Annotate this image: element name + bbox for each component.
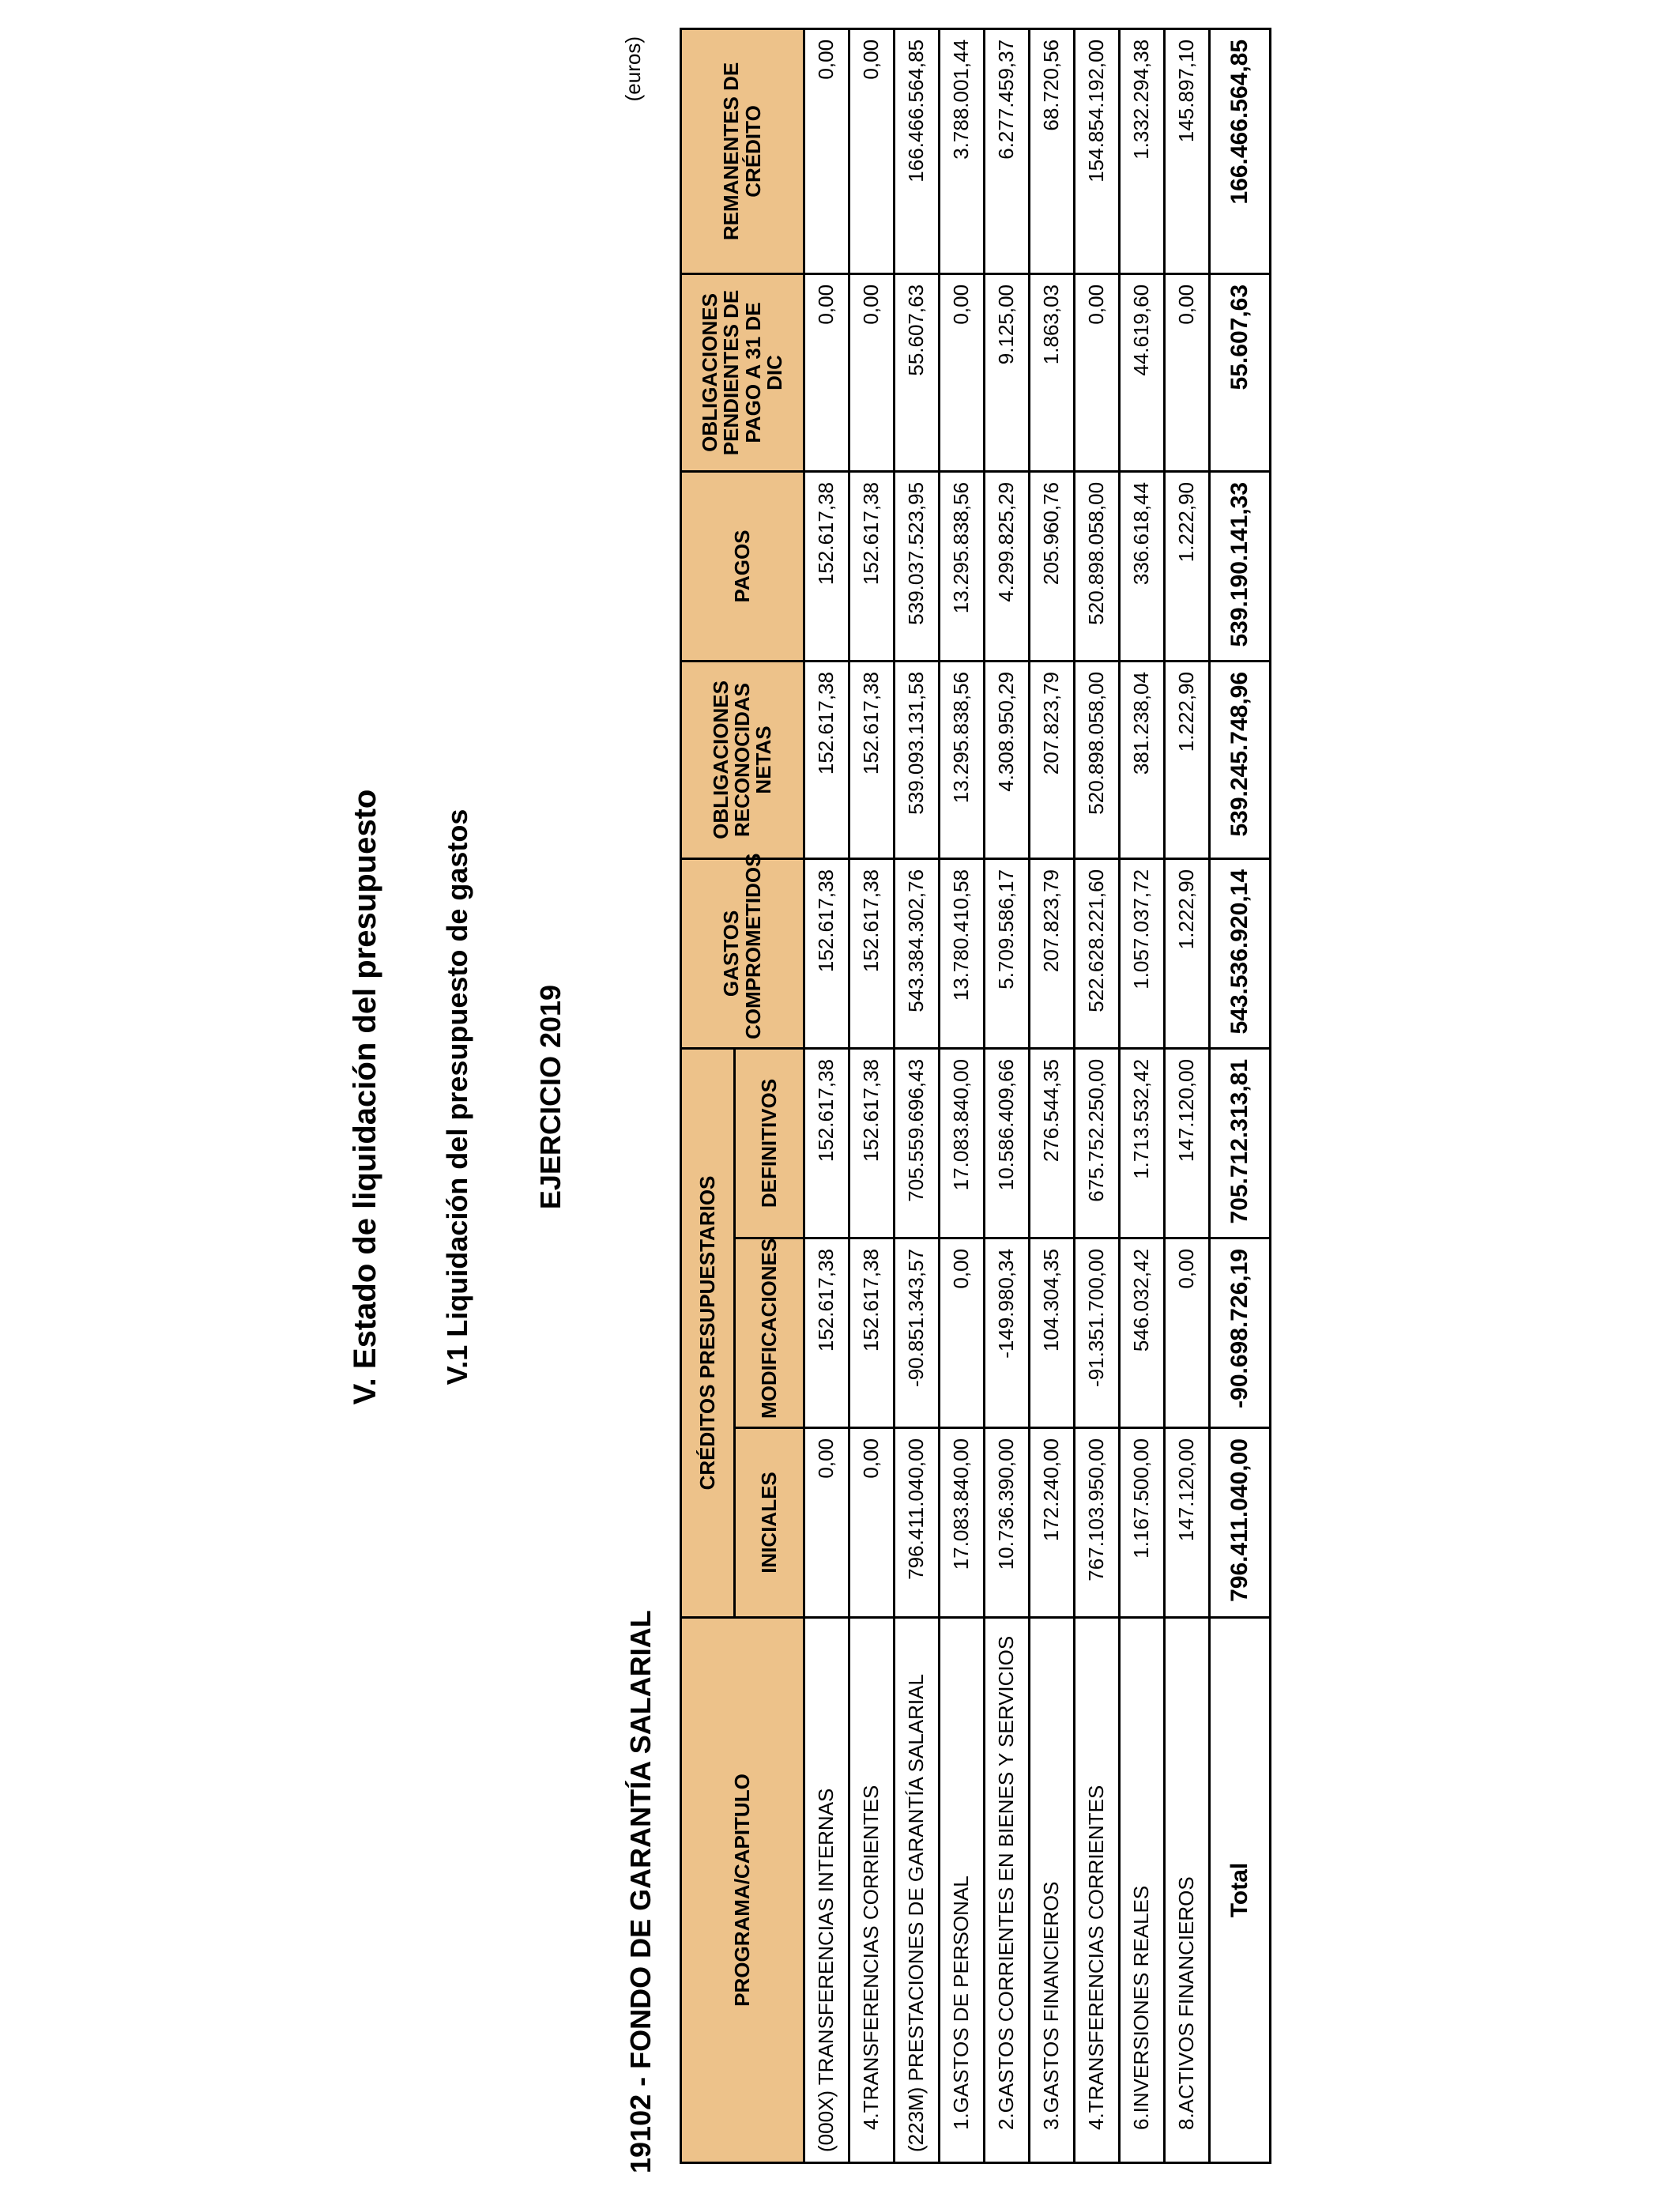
row-label: 3.GASTOS FINANCIEROS [1030, 1618, 1075, 2163]
row-label: 2.GASTOS CORRIENTES EN BIENES Y SERVICIOS [985, 1618, 1030, 2163]
table-row [1165, 28, 1210, 2162]
cell-iniciales: 10.736.390,00 [985, 1428, 1030, 1618]
cell-obligaciones: 152.617,38 [804, 661, 849, 858]
total-gastos: 543.536.920,14 [1210, 858, 1271, 1048]
cell-gastos: 5.709.586,17 [985, 858, 1030, 1048]
cell-gastos: 152.617,38 [849, 858, 895, 1048]
cell-modificaciones: 104.304,35 [1030, 1238, 1075, 1428]
table-row [985, 28, 1030, 2162]
subsection-title: V.1 Liquidación del presupuesto de gastos [441, 809, 473, 1385]
table-body [804, 28, 1271, 2162]
cell-pagos: 205.960,76 [1030, 471, 1075, 661]
cell-obligaciones: 152.617,38 [849, 661, 895, 858]
cell-remanentes: 145.897,10 [1165, 28, 1210, 273]
cell-iniciales: 1.167.500,00 [1120, 1428, 1165, 1618]
cell-pendientes: 0,00 [804, 273, 849, 471]
cell-definitivos: 17.083.840,00 [940, 1048, 985, 1238]
cell-obligaciones: 1.222,90 [1165, 661, 1210, 858]
total-modificaciones: -90.698.726,19 [1210, 1238, 1271, 1428]
cell-iniciales: 17.083.840,00 [940, 1428, 985, 1618]
cell-remanentes: 0,00 [804, 28, 849, 273]
row-label: 4.TRANSFERENCIAS CORRIENTES [1075, 1618, 1120, 2163]
cell-remanentes: 154.854.192,00 [1075, 28, 1120, 273]
total-label: Total [1210, 1618, 1271, 2163]
table-row [895, 28, 940, 2162]
cell-pagos: 520.898.058,00 [1075, 471, 1120, 661]
header-modificaciones: MODIFICACIONES [735, 1238, 804, 1428]
cell-definitivos: 10.586.409,66 [985, 1048, 1030, 1238]
cell-pendientes: 0,00 [940, 273, 985, 471]
cell-remanentes: 1.332.294,38 [1120, 28, 1165, 273]
header-remanentes: REMANENTES DE CRÉDITO [681, 28, 804, 273]
cell-iniciales: 0,00 [849, 1428, 895, 1618]
cell-obligaciones: 207.823,79 [1030, 661, 1075, 858]
total-pendientes: 55.607,63 [1210, 273, 1271, 471]
header-gastos: GASTOS COMPROMETIDOS [681, 858, 804, 1048]
cell-modificaciones: 0,00 [940, 1238, 985, 1428]
cell-pagos: 152.617,38 [849, 471, 895, 661]
cell-gastos: 522.628.221,60 [1075, 858, 1120, 1048]
budget-liquidation-table [680, 28, 1271, 2164]
cell-pendientes: 55.607,63 [895, 273, 940, 471]
total-row [1210, 28, 1271, 2162]
cell-modificaciones: 152.617,38 [804, 1238, 849, 1428]
cell-modificaciones: -90.851.343,57 [895, 1238, 940, 1428]
cell-modificaciones: -91.351.700,00 [1075, 1238, 1120, 1428]
cell-obligaciones: 381.238,04 [1120, 661, 1165, 858]
cell-remanentes: 166.466.564,85 [895, 28, 940, 273]
row-label: 4.TRANSFERENCIAS CORRIENTES [849, 1618, 895, 2163]
cell-pagos: 152.617,38 [804, 471, 849, 661]
cell-pendientes: 1.863,03 [1030, 273, 1075, 471]
cell-remanentes: 6.277.459,37 [985, 28, 1030, 273]
row-label: 8.ACTIVOS FINANCIEROS [1165, 1618, 1210, 2163]
exercise-title: EJERCICIO 2019 [534, 984, 567, 1210]
cell-modificaciones: 152.617,38 [849, 1238, 895, 1428]
cell-remanentes: 0,00 [849, 28, 895, 273]
table-row [940, 28, 985, 2162]
cell-iniciales: 0,00 [804, 1428, 849, 1618]
cell-definitivos: 152.617,38 [804, 1048, 849, 1238]
cell-gastos: 152.617,38 [804, 858, 849, 1048]
cell-modificaciones: -149.980,34 [985, 1238, 1030, 1428]
cell-obligaciones: 539.093.131,58 [895, 661, 940, 858]
row-label: 6.INVERSIONES REALES [1120, 1618, 1165, 2163]
table-row [804, 28, 849, 2162]
total-definitivos: 705.712.313,81 [1210, 1048, 1271, 1238]
cell-gastos: 543.384.302,76 [895, 858, 940, 1048]
cell-pagos: 336.618,44 [1120, 471, 1165, 661]
table-row [1075, 28, 1120, 2162]
cell-definitivos: 147.120,00 [1165, 1048, 1210, 1238]
cell-definitivos: 276.544,35 [1030, 1048, 1075, 1238]
cell-iniciales: 796.411.040,00 [895, 1428, 940, 1618]
total-iniciales: 796.411.040,00 [1210, 1428, 1271, 1618]
cell-pendientes: 0,00 [1165, 273, 1210, 471]
cell-gastos: 13.780.410,58 [940, 858, 985, 1048]
header-iniciales: INICIALES [735, 1428, 804, 1618]
cell-pendientes: 44.619,60 [1120, 273, 1165, 471]
cell-iniciales: 147.120,00 [1165, 1428, 1210, 1618]
cell-gastos: 1.057.037,72 [1120, 858, 1165, 1048]
cell-pagos: 539.037.523,95 [895, 471, 940, 661]
total-remanentes: 166.466.564,85 [1210, 28, 1271, 273]
cell-gastos: 207.823,79 [1030, 858, 1075, 1048]
cell-iniciales: 767.103.950,00 [1075, 1428, 1120, 1618]
cell-pagos: 1.222,90 [1165, 471, 1210, 661]
cell-obligaciones: 4.308.950,29 [985, 661, 1030, 858]
header-programa: PROGRAMA/CAPITULO [681, 1618, 804, 2163]
cell-definitivos: 675.752.250,00 [1075, 1048, 1120, 1238]
cell-gastos: 1.222,90 [1165, 858, 1210, 1048]
cell-obligaciones: 13.295.838,56 [940, 661, 985, 858]
cell-pagos: 13.295.838,56 [940, 471, 985, 661]
cell-iniciales: 172.240,00 [1030, 1428, 1075, 1618]
table-row [849, 28, 895, 2162]
section-title: V. Estado de liquidación del presupuesto [348, 789, 382, 1405]
total-obligaciones: 539.245.748,96 [1210, 661, 1271, 858]
row-label: (000X) TRANSFERENCIAS INTERNAS [804, 1618, 849, 2163]
cell-modificaciones: 546.032,42 [1120, 1238, 1165, 1428]
row-label: (223M) PRESTACIONES DE GARANTÍA SALARIAL [895, 1618, 940, 2163]
cell-obligaciones: 520.898.058,00 [1075, 661, 1120, 858]
header-pagos: PAGOS [681, 471, 804, 661]
cell-pendientes: 9.125,00 [985, 273, 1030, 471]
cell-remanentes: 68.720,56 [1030, 28, 1075, 273]
row-label: 1.GASTOS DE PERSONAL [940, 1618, 985, 2163]
cell-pagos: 4.299.825,29 [985, 471, 1030, 661]
header-pendientes: OBLIGACIONES PENDIENTES DE PAGO A 31 DE DIC [681, 273, 804, 471]
unit-label: (euros) [621, 36, 645, 102]
cell-remanentes: 3.788.001,44 [940, 28, 985, 273]
total-pagos: 539.190.141,33 [1210, 471, 1271, 661]
header-obligaciones: OBLIGACIONES RECONOCIDAS NETAS [681, 661, 804, 858]
table-row [1120, 28, 1165, 2162]
header-definitivos: DEFINITIVOS [735, 1048, 804, 1238]
cell-definitivos: 705.559.696,43 [895, 1048, 940, 1238]
cell-definitivos: 152.617,38 [849, 1048, 895, 1238]
organism-title: 19102 - FONDO DE GARANTÍA SALARIAL [624, 1610, 657, 2173]
cell-definitivos: 1.713.532,42 [1120, 1048, 1165, 1238]
header-creditos-group: CRÉDITOS PRESUPUESTARIOS [681, 1048, 735, 1617]
table-row [1030, 28, 1075, 2162]
table-header [681, 28, 804, 2162]
cell-modificaciones: 0,00 [1165, 1238, 1210, 1428]
cell-pendientes: 0,00 [849, 273, 895, 471]
cell-pendientes: 0,00 [1075, 273, 1120, 471]
